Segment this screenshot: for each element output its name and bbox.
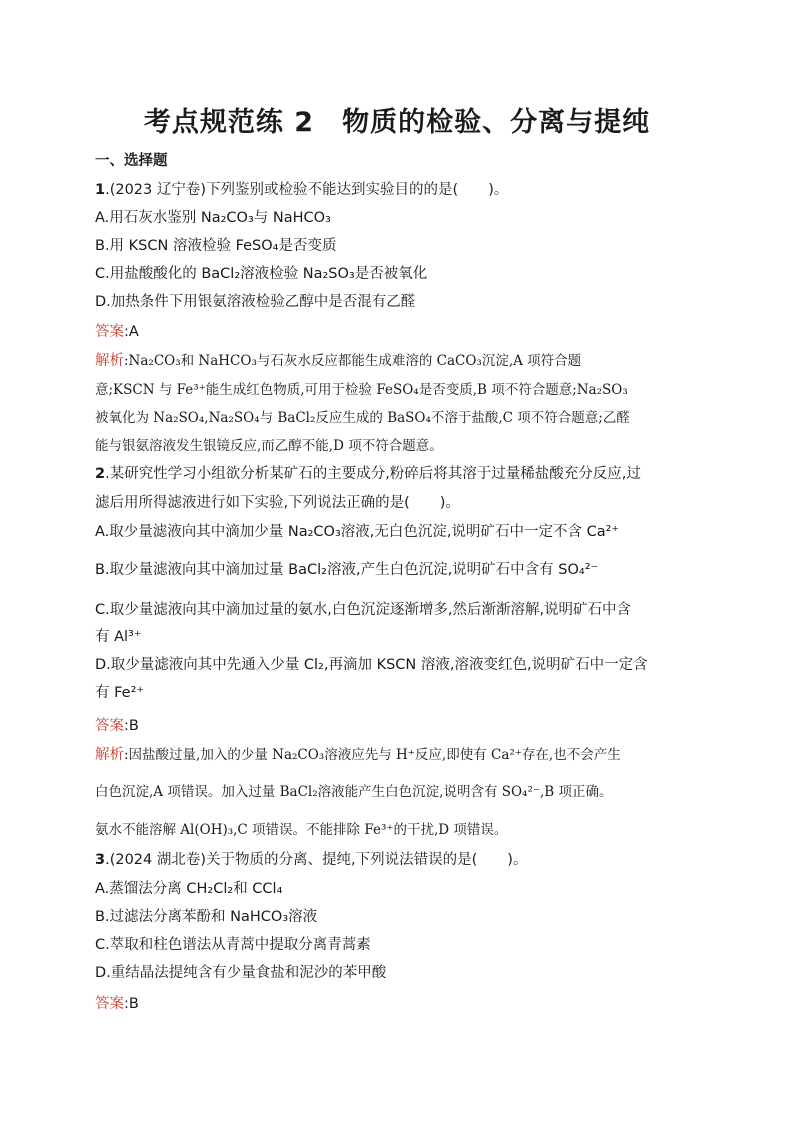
q3-option-b: B.过滤法分离苯酚和 NaHCO₃溶液 <box>95 909 318 925</box>
q2-option-b: B.取少量滤液向其中滴加过量 BaCl₂溶液,产生白色沉淀,说明矿石中含有 SO₄²⁻ <box>95 562 599 578</box>
q1-explanation-line-2: 意;KSCN 与 Fe³⁺能生成红色物质,可用于检验 FeSO₄是否变质,B 项不符合题意;Na₂SO₃ <box>95 382 628 398</box>
q2-answer: 答案:B <box>95 718 139 734</box>
q1-explanation-line-4: 能与银氨溶液发生银镜反应,而乙醇不能,D 项不符合题意。 <box>95 438 443 454</box>
q2-stem-line-2: 滤后用所得滤液进行如下实验,下列说法正确的是( )。 <box>95 495 460 511</box>
q1-number: 1 <box>95 182 106 198</box>
q1-option-c: C.用盐酸酸化的 BaCl₂溶液检验 Na₂SO₃是否被氧化 <box>95 266 428 282</box>
q2-option-d-line-1: D.取少量滤液向其中先通入少量 Cl₂,再滴加 KSCN 溶液,溶液变红色,说明矿石中一定含 <box>95 657 648 673</box>
q2-number: 2 <box>95 466 106 482</box>
title-topic-number: 考点规范练 2 <box>143 107 315 138</box>
q3-option-d: D.重结晶法提纯含有少量食盐和泥沙的苯甲酸 <box>95 965 387 981</box>
q1-option-b: B.用 KSCN 溶液检验 FeSO₄是否变质 <box>95 238 337 254</box>
q3-option-a: A.蒸馏法分离 CH₂Cl₂和 CCl₄ <box>95 881 283 897</box>
q2-explanation-line-2: 白色沉淀,A 项错误。加入过量 BaCl₂溶液能产生白色沉淀,说明含有 SO₄²⁻,B 项正确。 <box>95 784 613 800</box>
title-topic-name: 物质的检验、分离与提纯 <box>342 107 651 138</box>
q2-option-a: A.取少量滤液向其中滴加少量 Na₂CO₃溶液,无白色沉淀,说明矿石中一定不含 Ca²⁺ <box>95 524 620 540</box>
q2-explanation-line-1: 解析:因盐酸过量,加入的少量 Na₂CO₃溶液应先与 H⁺反应,即使有 Ca²⁺存在,也不会产生 <box>95 747 621 763</box>
q2-option-c-line-1: C.取少量滤液向其中滴加过量的氨水,白色沉淀逐渐增多,然后渐渐溶解,说明矿石中含 <box>95 602 632 618</box>
q2-explanation-line-3: 氨水不能溶解 Al(OH)₃,C 项错误。不能排除 Fe³⁺的干扰,D 项错误。 <box>95 822 508 838</box>
q1-answer: 答案:A <box>95 324 139 340</box>
q1-explanation-line-3: 被氧化为 Na₂SO₄,Na₂SO₄与 BaCl₂反应生成的 BaSO₄不溶于盐酸,C 项不符合题意;乙醛 <box>95 410 630 426</box>
section-heading: 一、选择题 <box>95 153 168 169</box>
q3-answer: 答案:B <box>95 996 139 1012</box>
q3-number: 3 <box>95 852 106 868</box>
page-title <box>0 100 794 139</box>
q2-option-c-line-2: 有 Al³⁺ <box>95 629 142 645</box>
q1-option-d: D.加热条件下用银氨溶液检验乙醇中是否混有乙醛 <box>95 294 416 310</box>
q3-option-c: C.萃取和柱色谱法从青蒿中提取分离青蒿素 <box>95 937 371 953</box>
q3-stem: 3.(2024 湖北卷)关于物质的分离、提纯,下列说法错误的是( )。 <box>95 852 528 868</box>
q2-stem-line-1: 2.某研究性学习小组欲分析某矿石的主要成分,粉碎后将其溶于过量稀盐酸充分反应,过 <box>95 466 641 482</box>
q1-explanation-line-1: 解析:Na₂CO₃和 NaHCO₃与石灰水反应都能生成难溶的 CaCO₃沉淀,A 项符合题 <box>95 353 582 369</box>
q1-stem: 1.(2023 辽宁卷)下列鉴别或检验不能达到实验目的的是( )。 <box>95 182 509 198</box>
q2-option-d-line-2: 有 Fe²⁺ <box>95 685 145 701</box>
q1-option-a: A.用石灰水鉴别 Na₂CO₃与 NaHCO₃ <box>95 210 331 226</box>
